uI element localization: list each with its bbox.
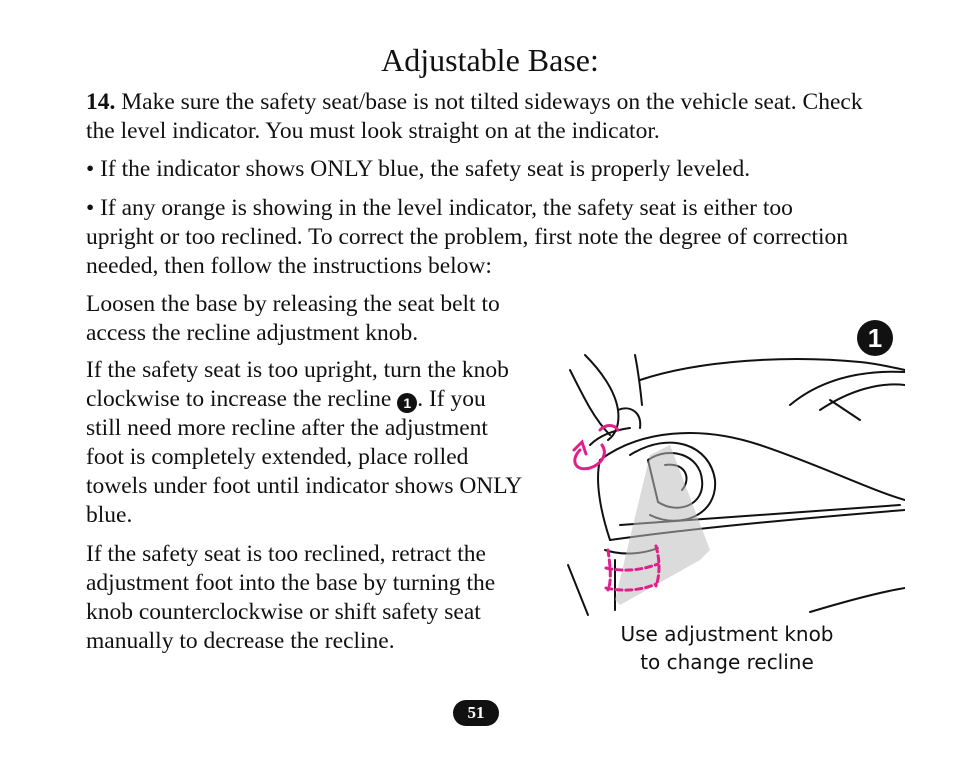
page-title: Adjustable Base: [381, 42, 599, 78]
step-14-paragraph [86, 88, 886, 146]
too-upright-text-b: . If you still need more recline after the adjustment foot is completely extended, place rolled towels under foot until indicator shows ONLY blue. [86, 386, 522, 528]
page-number-badge: 51 [453, 700, 499, 726]
bullet-orange: • If any orange is showing in the level indicator, the safety seat is either too upright or too reclined. To correct the problem, first note the degree of correction needed, then follow the instructions below: [86, 195, 849, 279]
too-upright-text-a: If the safety seat is too upright, turn the knob clockwise to increase the recline [86, 357, 509, 412]
bullet-blue: • If the indicator shows ONLY blue, the safety seat is properly leveled. [86, 156, 751, 182]
too-reclined-paragraph: If the safety seat is too reclined, retract the adjustment foot into the base by turning the knob counterclockwise or shift safety seat manually to decrease the recline. [86, 541, 496, 654]
figure-caption-line-2: to change recline [640, 650, 814, 674]
figure-ref-circle: 1 [397, 393, 417, 413]
figure-caption [606, 620, 848, 676]
car-seat-base-illustration [560, 350, 905, 620]
figure-number-circle: 1 [857, 320, 893, 356]
loosen-paragraph: Loosen the base by releasing the seat belt to access the recline adjustment knob. [86, 291, 500, 346]
step-number: 14. [86, 89, 116, 115]
step-text: Make sure the safety seat/base is not tilted sideways on the vehicle seat. Check the level indicator. You must look straight on at the indicator. [86, 89, 863, 144]
too-upright-paragraph [86, 356, 526, 530]
figure-caption-line-1: Use adjustment knob [620, 622, 834, 646]
